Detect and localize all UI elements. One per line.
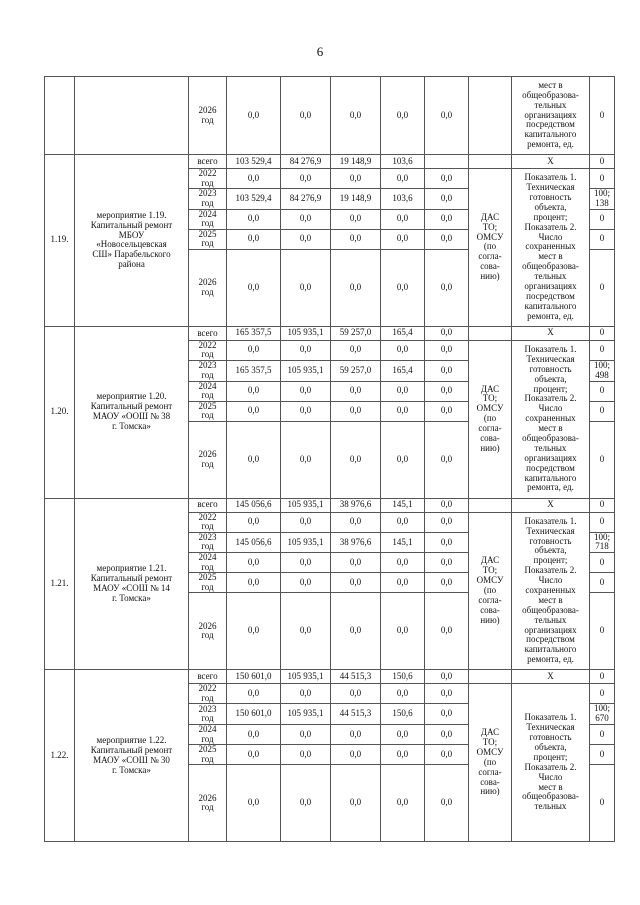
cell-target: 0 <box>590 421 615 498</box>
cell-value: 0,0 <box>227 684 281 704</box>
cell-value: 0,0 <box>281 553 331 573</box>
cell-value: 145 056,6 <box>227 498 281 512</box>
cell-value: 105 935,1 <box>281 498 331 512</box>
cell-target: 0 <box>590 155 615 169</box>
cell-value: 145,1 <box>381 532 425 553</box>
cell-responsible: ДАС ТО; ОМСУ (по согла- сова- нию) <box>469 512 512 670</box>
cell-target: 0 <box>590 512 615 532</box>
cell-value: 105 935,1 <box>281 704 331 725</box>
cell-year: всего <box>189 498 227 512</box>
cell-value: 165,4 <box>381 360 425 381</box>
cell-target: 0 <box>590 670 615 684</box>
cell-target: 100; 498 <box>590 360 615 381</box>
cell-value: 0,0 <box>281 401 331 421</box>
cell-value: 0,0 <box>281 169 331 189</box>
cell-value: 0,0 <box>331 573 381 593</box>
cell-responsible: ДАС ТО; ОМСУ (по согла- сова- нию) <box>469 169 512 327</box>
cell-activity-name: мероприятие 1.19. Капитальный ремонт МБОУ «Новосельцевская СШ» Парабельского района <box>75 155 189 327</box>
cell-indicator: Показатель 1. Техническая готовность объекта, процент; Показатель 2. Число сохраненных мест в общеобразова- тельных организациях посредством капитального ремонта, ед. <box>512 340 590 498</box>
cell-value: 0,0 <box>227 765 281 842</box>
cell-value: 0,0 <box>281 765 331 842</box>
cell-value: 0,0 <box>331 593 381 670</box>
cell-value: 0,0 <box>281 381 331 401</box>
cell-target: 0 <box>590 553 615 573</box>
cell-value: 19 148,9 <box>331 189 381 210</box>
cell-value: 0,0 <box>425 573 469 593</box>
cell-value: 0,0 <box>331 765 381 842</box>
table-row-fragment <box>45 77 615 155</box>
table-row <box>45 326 615 340</box>
cell-responsible: ДАС ТО; ОМСУ (по согла- сова- нию) <box>469 684 512 842</box>
cell-value: 0,0 <box>227 340 281 360</box>
cell-value: 105 935,1 <box>281 326 331 340</box>
cell-target: 0 <box>590 381 615 401</box>
cell-value: 150,6 <box>381 670 425 684</box>
cell-year: 2026 год <box>189 77 227 155</box>
cell-value: 0,0 <box>331 77 381 155</box>
cell-indicator: мест в общеобразова- тельных организациях посредством капитального ремонта, ед. <box>512 77 590 155</box>
cell-value: 0,0 <box>381 401 425 421</box>
cell-value: 84 276,9 <box>281 189 331 210</box>
cell-value: 0,0 <box>381 553 425 573</box>
cell-year: 2025 год <box>189 229 227 249</box>
cell-year: 2022 год <box>189 169 227 189</box>
cell-name-empty <box>75 77 189 155</box>
cell-value: 105 935,1 <box>281 670 331 684</box>
cell-value: 150 601,0 <box>227 704 281 725</box>
cell-value: 105 935,1 <box>281 360 331 381</box>
cell-value: 0,0 <box>281 77 331 155</box>
cell-responsible-empty <box>469 498 512 512</box>
page-number: 6 <box>316 44 324 59</box>
cell-value: 0,0 <box>425 77 469 155</box>
cell-value <box>425 155 469 169</box>
cell-value: 0,0 <box>281 684 331 704</box>
table-row <box>45 670 615 684</box>
cell-value: 0,0 <box>381 512 425 532</box>
cell-indicator-x: X <box>512 155 590 169</box>
table-body <box>45 77 615 842</box>
cell-value: 0,0 <box>331 745 381 765</box>
cell-value: 0,0 <box>425 593 469 670</box>
cell-value: 0,0 <box>425 249 469 326</box>
cell-value: 0,0 <box>425 326 469 340</box>
cell-target: 0 <box>590 401 615 421</box>
cell-value: 0,0 <box>381 745 425 765</box>
cell-value: 0,0 <box>227 745 281 765</box>
cell-value: 0,0 <box>425 553 469 573</box>
cell-value: 0,0 <box>425 704 469 725</box>
cell-responsible-empty <box>469 670 512 684</box>
cell-value: 0,0 <box>381 573 425 593</box>
cell-value: 59 257,0 <box>331 326 381 340</box>
cell-year: 2023 год <box>189 189 227 210</box>
cell-value: 0,0 <box>331 229 381 249</box>
cell-indicator-x: X <box>512 326 590 340</box>
cell-value: 165 357,5 <box>227 326 281 340</box>
cell-value: 0,0 <box>425 765 469 842</box>
cell-value: 0,0 <box>381 209 425 229</box>
cell-value: 0,0 <box>425 421 469 498</box>
cell-target: 100; 670 <box>590 704 615 725</box>
cell-responsible-empty <box>469 77 512 155</box>
cell-value: 0,0 <box>227 553 281 573</box>
cell-year: 2024 год <box>189 725 227 745</box>
cell-value: 0,0 <box>425 229 469 249</box>
cell-value: 0,0 <box>381 229 425 249</box>
cell-value: 150,6 <box>381 704 425 725</box>
cell-value: 0,0 <box>227 401 281 421</box>
cell-year: 2024 год <box>189 381 227 401</box>
cell-value: 145,1 <box>381 498 425 512</box>
cell-value: 19 148,9 <box>331 155 381 169</box>
cell-value: 0,0 <box>227 573 281 593</box>
cell-value: 0,0 <box>381 249 425 326</box>
cell-value: 0,0 <box>281 229 331 249</box>
cell-year: 2026 год <box>189 765 227 842</box>
cell-value: 0,0 <box>425 209 469 229</box>
cell-value: 44 515,3 <box>331 670 381 684</box>
cell-value: 0,0 <box>331 421 381 498</box>
cell-activity-number: 1.22. <box>45 670 75 842</box>
cell-value: 59 257,0 <box>331 360 381 381</box>
cell-value: 44 515,3 <box>331 704 381 725</box>
cell-value: 0,0 <box>381 421 425 498</box>
cell-value: 0,0 <box>281 745 331 765</box>
cell-value: 0,0 <box>425 340 469 360</box>
cell-value: 0,0 <box>281 249 331 326</box>
cell-value: 165,4 <box>381 326 425 340</box>
table-row <box>45 498 615 512</box>
cell-value: 0,0 <box>227 381 281 401</box>
cell-activity-number: 1.19. <box>45 155 75 327</box>
cell-value: 0,0 <box>227 725 281 745</box>
cell-year: 2022 год <box>189 340 227 360</box>
cell-value: 0,0 <box>281 725 331 745</box>
cell-value: 0,0 <box>425 169 469 189</box>
cell-indicator: Показатель 1. Техническая готовность объекта, процент; Показатель 2. Число мест в общеобразова- тельных <box>512 684 590 842</box>
cell-value: 0,0 <box>281 512 331 532</box>
cell-value: 0,0 <box>425 670 469 684</box>
cell-value: 0,0 <box>331 169 381 189</box>
cell-year: всего <box>189 670 227 684</box>
cell-value: 105 935,1 <box>281 532 331 553</box>
cell-responsible-empty <box>469 155 512 169</box>
cell-value: 0,0 <box>331 209 381 229</box>
cell-value: 0,0 <box>227 421 281 498</box>
cell-value: 0,0 <box>425 684 469 704</box>
cell-activity-name: мероприятие 1.20. Капитальный ремонт МАОУ «ООШ № 38 г. Томска» <box>75 326 189 498</box>
cell-value: 0,0 <box>381 169 425 189</box>
cell-value: 0,0 <box>281 340 331 360</box>
cell-value: 84 276,9 <box>281 155 331 169</box>
cell-year: 2024 год <box>189 209 227 229</box>
cell-target: 0 <box>590 498 615 512</box>
cell-value: 0,0 <box>381 684 425 704</box>
cell-value: 0,0 <box>227 229 281 249</box>
cell-value: 0,0 <box>425 725 469 745</box>
table-row <box>45 155 615 169</box>
cell-activity-number: 1.20. <box>45 326 75 498</box>
cell-value: 0,0 <box>281 421 331 498</box>
cell-value: 165 357,5 <box>227 360 281 381</box>
cell-year: 2023 год <box>189 360 227 381</box>
cell-value: 0,0 <box>381 340 425 360</box>
cell-value: 0,0 <box>381 765 425 842</box>
cell-value: 0,0 <box>281 209 331 229</box>
cell-value: 0,0 <box>227 169 281 189</box>
cell-value: 145 056,6 <box>227 532 281 553</box>
cell-indicator-x: X <box>512 498 590 512</box>
cell-value: 0,0 <box>331 684 381 704</box>
cell-value: 0,0 <box>381 381 425 401</box>
cell-value: 0,0 <box>281 593 331 670</box>
cell-target: 0 <box>590 209 615 229</box>
cell-activity-name: мероприятие 1.21. Капитальный ремонт МАОУ «СОШ № 14 г. Томска» <box>75 498 189 670</box>
cell-value: 0,0 <box>425 512 469 532</box>
cell-value: 0,0 <box>425 401 469 421</box>
cell-year: 2026 год <box>189 593 227 670</box>
cell-year: 2025 год <box>189 573 227 593</box>
cell-target: 0 <box>590 745 615 765</box>
cell-target: 0 <box>590 593 615 670</box>
cell-value: 38 976,6 <box>331 532 381 553</box>
cell-activity-number: 1.21. <box>45 498 75 670</box>
cell-target: 0 <box>590 684 615 704</box>
cell-value: 103,6 <box>381 189 425 210</box>
cell-target: 100; 718 <box>590 532 615 553</box>
cell-value: 0,0 <box>425 532 469 553</box>
cell-value: 0,0 <box>381 77 425 155</box>
cell-value: 0,0 <box>381 593 425 670</box>
cell-value: 0,0 <box>281 573 331 593</box>
cell-year: 2024 год <box>189 553 227 573</box>
cell-value: 0,0 <box>331 553 381 573</box>
cell-target: 0 <box>590 249 615 326</box>
cell-year: 2022 год <box>189 512 227 532</box>
cell-value: 0,0 <box>227 209 281 229</box>
cell-value: 0,0 <box>331 725 381 745</box>
cell-year: 2025 год <box>189 401 227 421</box>
cell-target: 0 <box>590 169 615 189</box>
cell-year: 2023 год <box>189 704 227 725</box>
cell-value: 0,0 <box>227 512 281 532</box>
cell-target: 0 <box>590 573 615 593</box>
cell-target: 0 <box>590 326 615 340</box>
cell-num-empty <box>45 77 75 155</box>
cell-value: 0,0 <box>331 381 381 401</box>
cell-year: 2026 год <box>189 249 227 326</box>
cell-year: всего <box>189 326 227 340</box>
cell-target: 0 <box>590 725 615 745</box>
cell-value: 0,0 <box>425 360 469 381</box>
cell-value: 0,0 <box>381 725 425 745</box>
cell-activity-name: мероприятие 1.22. Капитальный ремонт МАОУ «СОШ № 30 г. Томска» <box>75 670 189 842</box>
cell-value: 0,0 <box>331 249 381 326</box>
cell-year: всего <box>189 155 227 169</box>
cell-responsible: ДАС ТО; ОМСУ (по согла- сова- нию) <box>469 340 512 498</box>
cell-value: 150 601,0 <box>227 670 281 684</box>
cell-value: 0,0 <box>227 77 281 155</box>
program-table <box>44 76 615 842</box>
cell-value: 0,0 <box>331 340 381 360</box>
cell-year: 2025 год <box>189 745 227 765</box>
cell-value: 0,0 <box>331 401 381 421</box>
cell-responsible-empty <box>469 326 512 340</box>
cell-indicator-x: X <box>512 670 590 684</box>
cell-target: 0 <box>590 340 615 360</box>
cell-indicator: Показатель 1. Техническая готовность объекта, процент; Показатель 2. Число сохраненных мест в общеобразова- тельных организациях посредством капитального ремонта, ед. <box>512 169 590 327</box>
cell-year: 2026 год <box>189 421 227 498</box>
cell-year: 2022 год <box>189 684 227 704</box>
cell-value: 103 529,4 <box>227 189 281 210</box>
cell-target: 100; 138 <box>590 189 615 210</box>
cell-value: 0,0 <box>227 593 281 670</box>
cell-value: 0,0 <box>425 381 469 401</box>
cell-target: 0 <box>590 77 615 155</box>
cell-year: 2023 год <box>189 532 227 553</box>
cell-value: 0,0 <box>425 745 469 765</box>
cell-indicator: Показатель 1. Техническая готовность объекта, процент; Показатель 2. Число сохраненных мест в общеобразова- тельных организациях посредством капитального ремонта, ед. <box>512 512 590 670</box>
cell-value: 103,6 <box>381 155 425 169</box>
cell-value: 0,0 <box>425 189 469 210</box>
cell-value: 103 529,4 <box>227 155 281 169</box>
cell-target: 0 <box>590 229 615 249</box>
cell-target: 0 <box>590 765 615 842</box>
cell-value: 0,0 <box>425 498 469 512</box>
cell-value: 0,0 <box>227 249 281 326</box>
cell-value: 0,0 <box>331 512 381 532</box>
cell-value: 38 976,6 <box>331 498 381 512</box>
